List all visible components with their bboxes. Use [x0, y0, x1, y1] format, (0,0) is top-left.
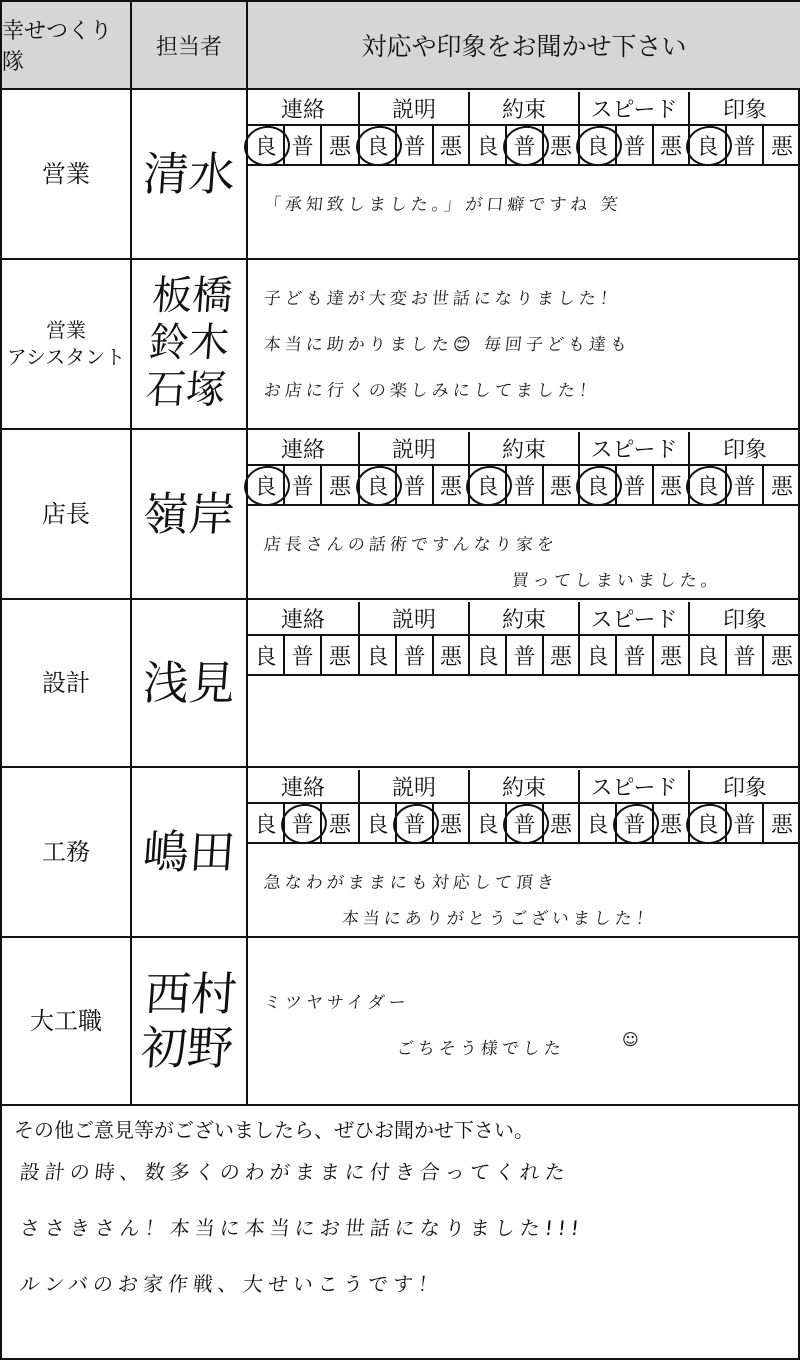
- person-name-line: 板橋: [150, 273, 234, 320]
- team-name: [7, 317, 126, 371]
- rating-option-normal[interactable]: 普: [507, 126, 544, 166]
- category-label: 説明: [360, 432, 470, 466]
- rating-option-good[interactable]: 良: [248, 126, 285, 166]
- rating-option-good[interactable]: 良: [580, 804, 617, 844]
- rating-option-good[interactable]: 良: [470, 804, 507, 844]
- smiley-doodle-icon: ☺: [622, 1030, 639, 1049]
- rating-option-good[interactable]: 良: [690, 804, 727, 844]
- rating-option-good[interactable]: 良: [248, 466, 285, 506]
- rating-option-good[interactable]: 良: [248, 804, 285, 844]
- category-label: スピード: [580, 432, 690, 466]
- rating-option-good[interactable]: 良: [360, 804, 397, 844]
- rating-option-bad[interactable]: 悪: [764, 466, 800, 506]
- rating-option-good[interactable]: 良: [690, 636, 727, 676]
- person-name: 嶺岸: [141, 486, 237, 541]
- category-label: 連絡: [248, 92, 360, 126]
- rating-option-good[interactable]: 良: [248, 636, 285, 676]
- header-feedback: 対応や印象をお聞かせ下さい: [248, 2, 800, 90]
- rating-option-normal[interactable]: 普: [285, 636, 322, 676]
- comment-text: 本当に助かりました😊 毎回子ども達も: [262, 335, 632, 355]
- category-label: 説明: [360, 770, 470, 804]
- person-cell: [132, 430, 248, 600]
- rating-option-bad[interactable]: 悪: [764, 126, 800, 166]
- rating-option-good[interactable]: 良: [360, 126, 397, 166]
- person-cell: [132, 260, 248, 430]
- category-label: 連絡: [248, 432, 360, 466]
- rating-option-normal[interactable]: 普: [617, 126, 654, 166]
- category-label: 約束: [470, 92, 580, 126]
- person-name: 清水: [141, 146, 237, 201]
- rating-option-normal[interactable]: 普: [727, 126, 764, 166]
- rating-option-bad[interactable]: 悪: [322, 636, 360, 676]
- rating-option-bad[interactable]: 悪: [434, 466, 470, 506]
- rating-option-normal[interactable]: 普: [397, 636, 434, 676]
- rating-option-normal[interactable]: 普: [285, 804, 322, 844]
- person-name: 浅見: [141, 655, 237, 710]
- rating-option-bad[interactable]: 悪: [544, 126, 580, 166]
- category-label: 約束: [470, 432, 580, 466]
- rating-option-normal[interactable]: 普: [397, 804, 434, 844]
- rating-option-good[interactable]: 良: [470, 636, 507, 676]
- team-name-line: アシスタント: [6, 345, 126, 369]
- rating-option-normal[interactable]: 普: [507, 636, 544, 676]
- person-name-line: 西村: [143, 966, 239, 1021]
- team-cell: [2, 600, 132, 768]
- rating-option-normal[interactable]: 普: [507, 466, 544, 506]
- category-label: 印象: [690, 770, 800, 804]
- person-name-line: 石塚: [144, 367, 228, 414]
- team-cell: [2, 90, 132, 260]
- rating-option-bad[interactable]: 悪: [434, 636, 470, 676]
- team-cell: [2, 430, 132, 600]
- team-name: 店長: [42, 499, 90, 528]
- rating-option-bad[interactable]: 悪: [544, 466, 580, 506]
- header-team: 幸せつくり隊: [2, 2, 132, 90]
- rating-option-normal[interactable]: 普: [285, 466, 322, 506]
- comment-text: 子ども達が大変お世話になりました！: [262, 289, 622, 309]
- rating-option-good[interactable]: 良: [580, 126, 617, 166]
- person-name: 嶋田: [141, 824, 237, 879]
- rating-option-normal[interactable]: 普: [617, 636, 654, 676]
- rating-option-bad[interactable]: 悪: [764, 804, 800, 844]
- rating-option-bad[interactable]: 悪: [544, 804, 580, 844]
- team-cell: [2, 938, 132, 1106]
- comment-text: 店長さんの話術ですんなり家を: [262, 535, 559, 555]
- rating-option-normal[interactable]: 普: [727, 466, 764, 506]
- rating-option-bad[interactable]: 悪: [764, 636, 800, 676]
- category-label: 約束: [470, 602, 580, 636]
- rating-option-bad[interactable]: 悪: [322, 804, 360, 844]
- rating-option-good[interactable]: 良: [690, 466, 727, 506]
- rating-option-bad[interactable]: 悪: [434, 126, 470, 166]
- rating-option-bad[interactable]: 悪: [654, 804, 690, 844]
- comment-text: 本当にありがとうございました！: [340, 909, 658, 929]
- category-label: スピード: [580, 92, 690, 126]
- category-label: 印象: [690, 92, 800, 126]
- rating-option-normal[interactable]: 普: [727, 636, 764, 676]
- person-name: [139, 967, 239, 1076]
- person-cell: [132, 90, 248, 260]
- other-comment-line: ルンバのお家作戦、大せいこうです！: [18, 1272, 445, 1296]
- rating-option-good[interactable]: 良: [470, 466, 507, 506]
- rating-option-bad[interactable]: 悪: [322, 126, 360, 166]
- rating-option-normal[interactable]: 普: [507, 804, 544, 844]
- category-label: 説明: [360, 92, 470, 126]
- other-comment-line: 設計の時、数多くのわがままに付き合ってくれた: [18, 1160, 572, 1184]
- rating-option-normal[interactable]: 普: [285, 126, 322, 166]
- team-name: 営業: [42, 159, 90, 188]
- category-label: 連絡: [248, 770, 360, 804]
- team-cell: [2, 768, 132, 938]
- comment-text: ミツヤサイダー: [262, 993, 411, 1013]
- rating-option-normal[interactable]: 普: [727, 804, 764, 844]
- person-cell: [132, 600, 248, 768]
- rating-option-good[interactable]: 良: [580, 636, 617, 676]
- rating-option-good[interactable]: 良: [360, 636, 397, 676]
- rating-option-normal[interactable]: 普: [397, 126, 434, 166]
- team-name: 大工職: [30, 1006, 102, 1035]
- rating-option-bad[interactable]: 悪: [654, 126, 690, 166]
- team-name: 設計: [42, 668, 90, 697]
- rating-option-bad[interactable]: 悪: [322, 466, 360, 506]
- rating-option-bad[interactable]: 悪: [544, 636, 580, 676]
- person-name-line: 初野: [139, 1021, 235, 1075]
- comment-text: 「承知致しました。」が口癖ですね 笑: [262, 195, 623, 215]
- rating-option-bad[interactable]: 悪: [654, 636, 690, 676]
- rating-option-good[interactable]: 良: [360, 466, 397, 506]
- comment-text: ごちそう様でした: [395, 1039, 566, 1059]
- person-cell: [132, 768, 248, 938]
- comment-text: 買ってしまいました。: [510, 571, 723, 591]
- rating-option-good[interactable]: 良: [690, 126, 727, 166]
- team-name: 工務: [42, 837, 90, 866]
- person-cell: [132, 938, 248, 1106]
- rating-option-normal[interactable]: 普: [397, 466, 434, 506]
- other-comment-line: ささきさん！本当に本当にお世話になりました!!!: [18, 1216, 586, 1240]
- person-name: [144, 273, 234, 415]
- category-label: 印象: [690, 432, 800, 466]
- rating-option-good[interactable]: 良: [470, 126, 507, 166]
- rating-option-normal[interactable]: 普: [617, 804, 654, 844]
- team-cell: [2, 260, 132, 430]
- comment-text: 急なわがままにも対応して頂き: [262, 873, 559, 893]
- category-label: 約束: [470, 770, 580, 804]
- rating-option-bad[interactable]: 悪: [434, 804, 470, 844]
- feedback-cell: [248, 938, 800, 1106]
- rating-option-normal[interactable]: 普: [617, 466, 654, 506]
- category-label: スピード: [580, 602, 690, 636]
- comment-text: お店に行くの楽しみにしてました！: [262, 381, 601, 401]
- category-label: スピード: [580, 770, 690, 804]
- person-name-line: 鈴木: [147, 320, 231, 367]
- category-label: 連絡: [248, 602, 360, 636]
- header-person: 担当者: [132, 2, 248, 90]
- other-comments-title: その他ご意見等がございましたら、ぜひお聞かせ下さい。: [14, 1118, 534, 1142]
- rating-option-good[interactable]: 良: [580, 466, 617, 506]
- rating-option-bad[interactable]: 悪: [654, 466, 690, 506]
- category-label: 説明: [360, 602, 470, 636]
- team-name-line: 営業: [45, 318, 86, 342]
- category-label: 印象: [690, 602, 800, 636]
